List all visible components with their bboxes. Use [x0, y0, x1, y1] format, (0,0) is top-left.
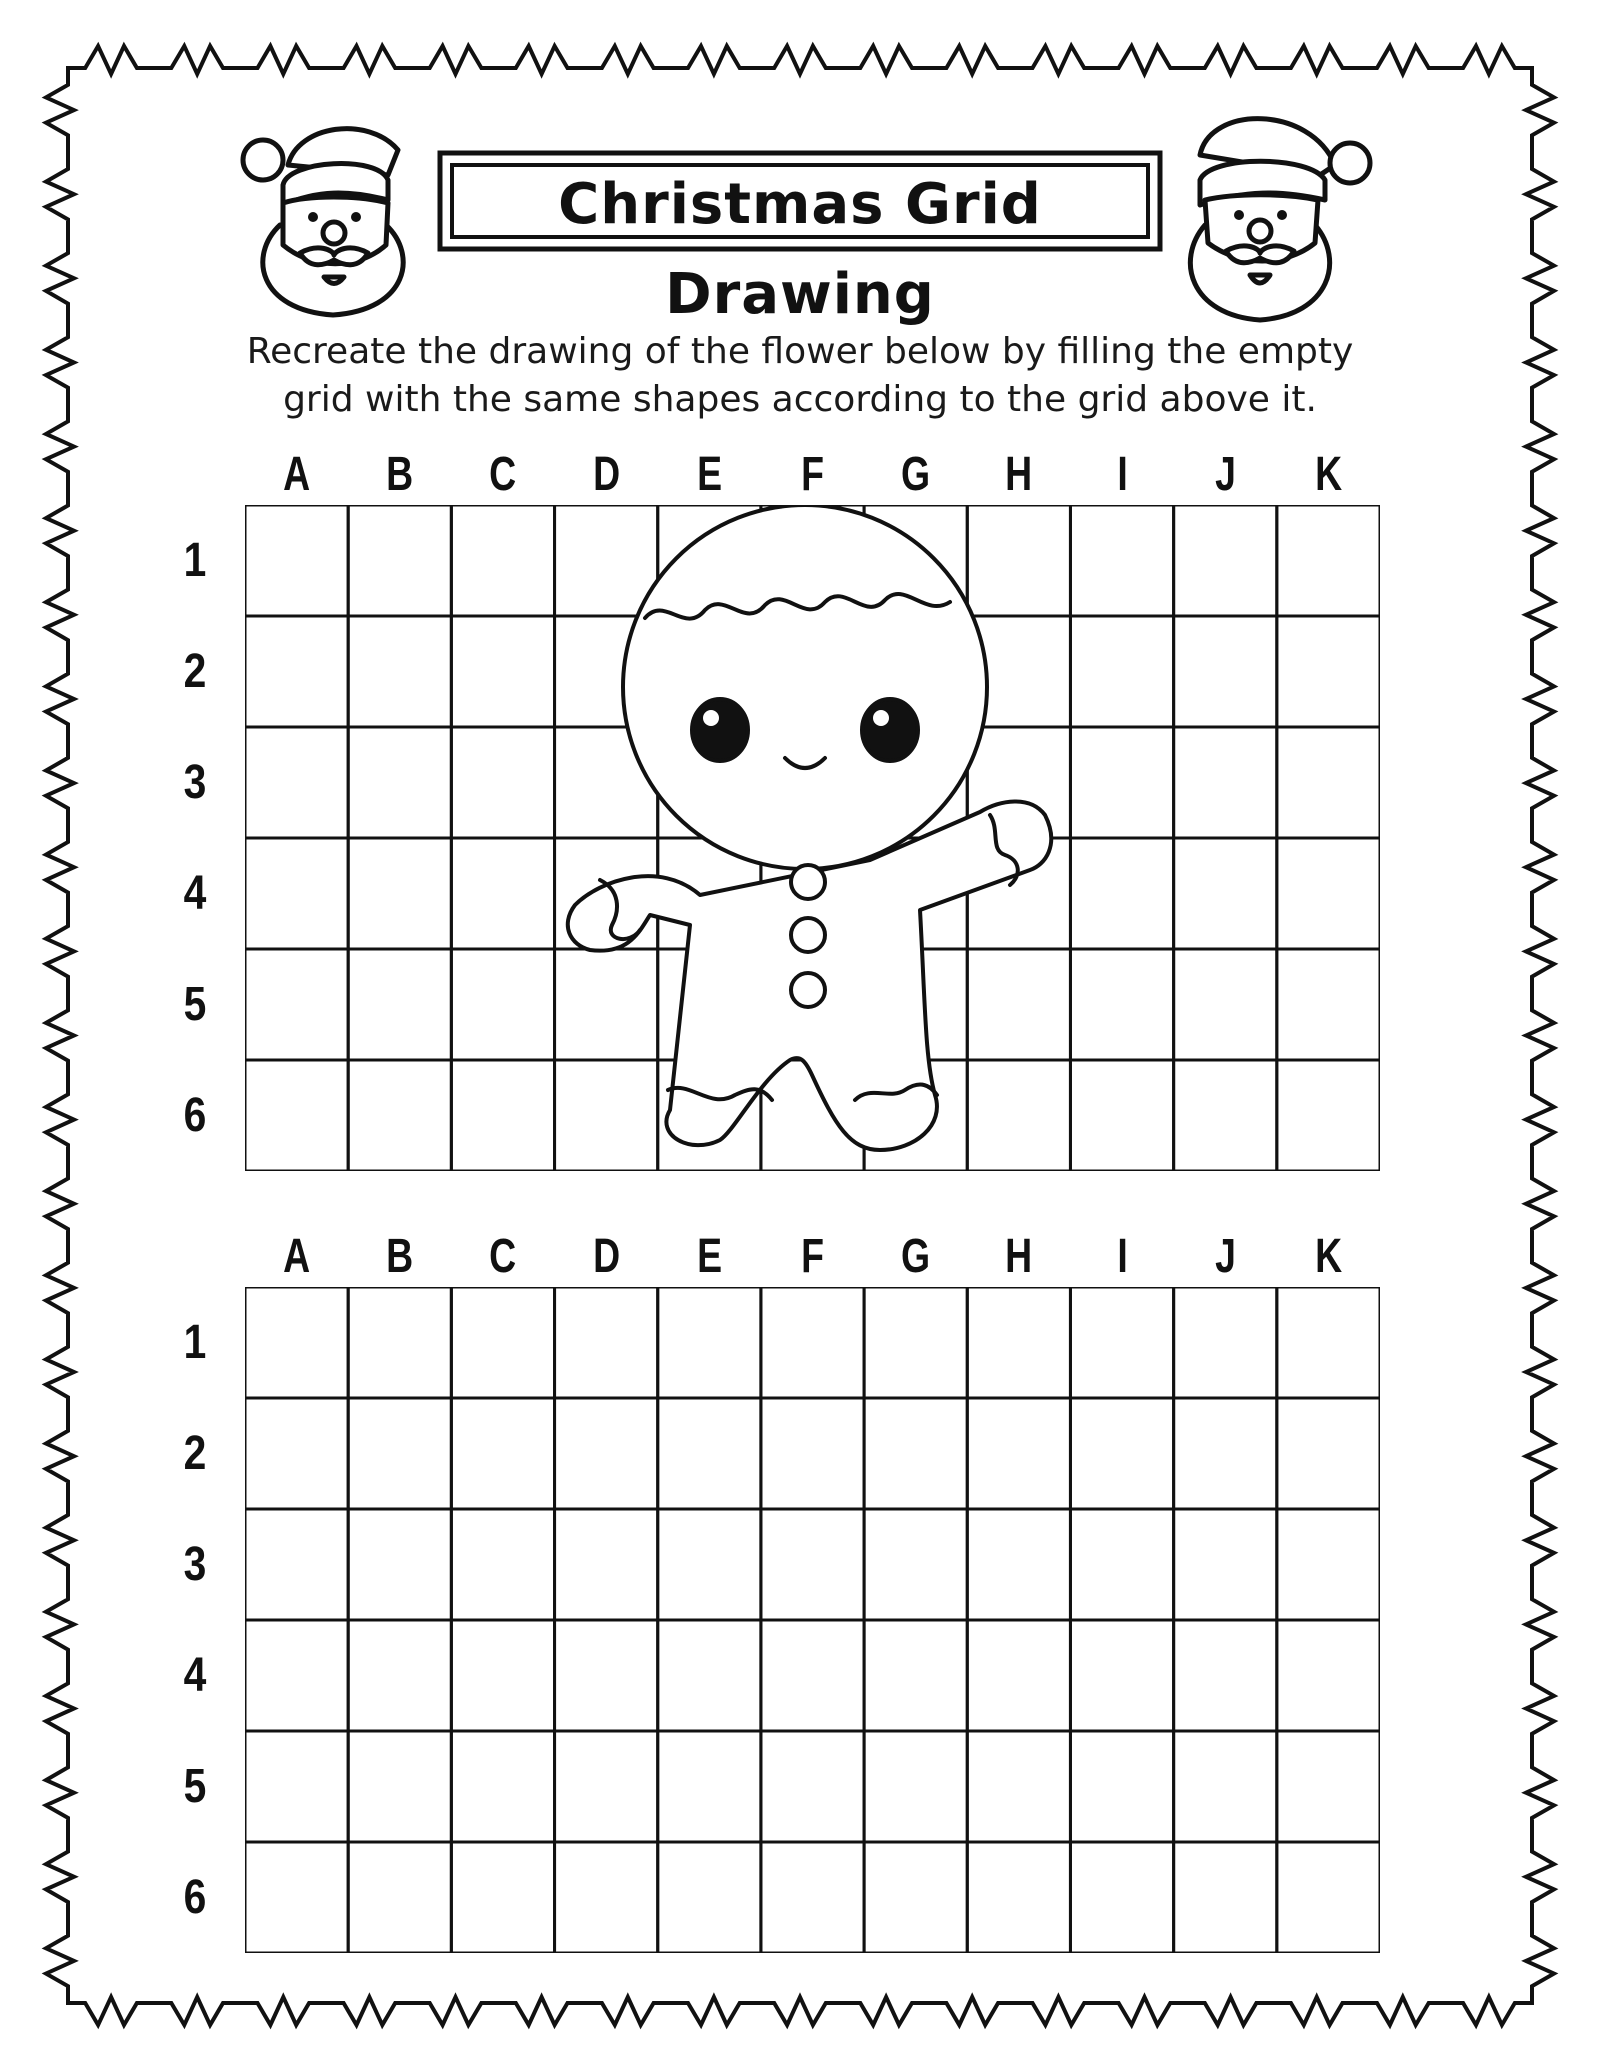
- grid-cell[interactable]: [967, 1842, 1070, 1953]
- row-label: 4: [183, 867, 207, 920]
- grid-cell[interactable]: [451, 1731, 554, 1842]
- grid-cell: [245, 949, 348, 1060]
- grid-cell[interactable]: [245, 1509, 348, 1620]
- practice-row-labels: [160, 1287, 230, 1953]
- grid-cell[interactable]: [348, 1287, 451, 1398]
- grid-cell: [451, 838, 554, 949]
- grid-cell[interactable]: [967, 1287, 1070, 1398]
- grid-cell: [348, 838, 451, 949]
- row-label: 3: [183, 1538, 207, 1591]
- grid-cell[interactable]: [1070, 1509, 1173, 1620]
- grid-cell: [1174, 1060, 1277, 1171]
- row-label: 1: [183, 534, 207, 587]
- column-label: J: [1214, 1230, 1236, 1283]
- grid-cell[interactable]: [348, 1620, 451, 1731]
- grid-cell[interactable]: [1174, 1731, 1277, 1842]
- grid-cell[interactable]: [1070, 1398, 1173, 1509]
- grid-cell[interactable]: [1174, 1509, 1277, 1620]
- grid-cell[interactable]: [555, 1398, 658, 1509]
- column-label: D: [592, 448, 620, 501]
- grid-cell: [1070, 727, 1173, 838]
- grid-cell[interactable]: [1070, 1842, 1173, 1953]
- grid-cell: [451, 505, 554, 616]
- grid-cell[interactable]: [451, 1842, 554, 1953]
- grid-cell[interactable]: [864, 1509, 967, 1620]
- grid-cell[interactable]: [1277, 1509, 1380, 1620]
- grid-cell: [1174, 616, 1277, 727]
- grid-cell[interactable]: [761, 1731, 864, 1842]
- grid-cell[interactable]: [245, 1620, 348, 1731]
- column-label: A: [283, 448, 311, 501]
- grid-cell: [555, 949, 658, 1060]
- grid-cell: [967, 949, 1070, 1060]
- column-label: K: [1314, 448, 1342, 501]
- grid-cell[interactable]: [864, 1731, 967, 1842]
- column-label: E: [696, 448, 722, 501]
- grid-cell: [1070, 505, 1173, 616]
- grid-cell[interactable]: [658, 1842, 761, 1953]
- column-label: F: [801, 448, 824, 501]
- grid-cell: [967, 1060, 1070, 1171]
- page-title: Christmas Grid Drawing: [558, 172, 1042, 327]
- grid-cell: [451, 1060, 554, 1171]
- grid-cell[interactable]: [451, 1509, 554, 1620]
- grid-cell: [1174, 727, 1277, 838]
- grid-cell[interactable]: [967, 1620, 1070, 1731]
- grid-cell: [348, 505, 451, 616]
- practice-column-labels: [245, 1222, 1380, 1292]
- grid-cell: [451, 616, 554, 727]
- grid-cell[interactable]: [864, 1842, 967, 1953]
- grid-cell[interactable]: [658, 1620, 761, 1731]
- row-label: 6: [183, 1089, 207, 1142]
- row-label: 5: [183, 978, 207, 1031]
- row-label: 2: [183, 645, 207, 698]
- grid-cell: [1174, 838, 1277, 949]
- grid-cell: [245, 727, 348, 838]
- column-label: A: [283, 1230, 311, 1283]
- grid-cell: [1277, 838, 1380, 949]
- grid-cell[interactable]: [967, 1398, 1070, 1509]
- grid-cell: [1070, 838, 1173, 949]
- grid-cell[interactable]: [1277, 1398, 1380, 1509]
- grid-cell[interactable]: [658, 1509, 761, 1620]
- column-label: C: [489, 1230, 517, 1283]
- grid-cell[interactable]: [967, 1731, 1070, 1842]
- santa-face-icon: [228, 105, 438, 325]
- grid-cell: [1277, 616, 1380, 727]
- column-label: I: [1116, 1230, 1128, 1283]
- column-label: G: [901, 1230, 931, 1283]
- grid-cell: [245, 838, 348, 949]
- column-label: F: [801, 1230, 824, 1283]
- practice-grid[interactable]: [245, 1287, 1380, 1953]
- grid-cell: [1277, 949, 1380, 1060]
- grid-cell[interactable]: [1070, 1287, 1173, 1398]
- row-label: 5: [183, 1760, 207, 1813]
- grid-cell[interactable]: [1277, 1620, 1380, 1731]
- grid-cell[interactable]: [1070, 1731, 1173, 1842]
- grid-cell[interactable]: [658, 1287, 761, 1398]
- grid-cell: [1070, 1060, 1173, 1171]
- grid-cell[interactable]: [761, 1287, 864, 1398]
- column-label: B: [386, 1230, 414, 1283]
- grid-cell: [967, 505, 1070, 616]
- column-label: E: [696, 1230, 722, 1283]
- reference-column-labels: [245, 440, 1380, 510]
- grid-cell[interactable]: [761, 1398, 864, 1509]
- instructions: [140, 328, 1460, 424]
- row-label: 2: [183, 1427, 207, 1480]
- grid-cell[interactable]: [348, 1842, 451, 1953]
- grid-cell: [1277, 727, 1380, 838]
- grid-cell[interactable]: [245, 1842, 348, 1953]
- column-label: J: [1214, 448, 1236, 501]
- grid-cell[interactable]: [1070, 1620, 1173, 1731]
- grid-cell: [1070, 616, 1173, 727]
- instructions-line-1: Recreate the drawing of the flower below by filling the empty: [246, 331, 1354, 372]
- grid-cell: [1070, 949, 1173, 1060]
- grid-cell[interactable]: [1277, 1842, 1380, 1953]
- grid-cell[interactable]: [658, 1731, 761, 1842]
- grid-cell: [245, 505, 348, 616]
- column-label: B: [386, 448, 414, 501]
- grid-cell[interactable]: [451, 1620, 554, 1731]
- reference-row-labels: [160, 505, 230, 1171]
- column-label: I: [1116, 448, 1128, 501]
- row-label: 4: [183, 1649, 207, 1702]
- grid-cell: [348, 949, 451, 1060]
- grid-cell[interactable]: [555, 1620, 658, 1731]
- grid-cell[interactable]: [245, 1398, 348, 1509]
- grid-cell[interactable]: [555, 1509, 658, 1620]
- reference-grid: [245, 505, 1380, 1171]
- grid-cell: [348, 616, 451, 727]
- grid-cell: [451, 949, 554, 1060]
- grid-cell: [348, 1060, 451, 1171]
- column-label: K: [1314, 1230, 1342, 1283]
- row-label: 1: [183, 1316, 207, 1369]
- column-label: H: [1005, 1230, 1033, 1283]
- grid-cell: [245, 616, 348, 727]
- row-label: 6: [183, 1871, 207, 1924]
- grid-cell[interactable]: [864, 1287, 967, 1398]
- grid-cell[interactable]: [864, 1398, 967, 1509]
- santa-face-icon: [1160, 95, 1380, 325]
- grid-cell: [1277, 1060, 1380, 1171]
- grid-cell[interactable]: [451, 1398, 554, 1509]
- column-label: H: [1005, 448, 1033, 501]
- grid-cell: [1174, 505, 1277, 616]
- grid-cell[interactable]: [245, 1731, 348, 1842]
- grid-cell[interactable]: [245, 1287, 348, 1398]
- grid-cell[interactable]: [658, 1398, 761, 1509]
- grid-cell[interactable]: [555, 1287, 658, 1398]
- grid-cell: [348, 727, 451, 838]
- grid-cell[interactable]: [1174, 1398, 1277, 1509]
- grid-cell: [555, 505, 658, 616]
- grid-cell: [245, 1060, 348, 1171]
- column-label: C: [489, 448, 517, 501]
- grid-cell[interactable]: [1174, 1620, 1277, 1731]
- grid-cell[interactable]: [761, 1509, 864, 1620]
- grid-cell[interactable]: [348, 1398, 451, 1509]
- grid-cell[interactable]: [348, 1509, 451, 1620]
- grid-cell[interactable]: [451, 1287, 554, 1398]
- column-label: D: [592, 1230, 620, 1283]
- column-label: G: [901, 448, 931, 501]
- grid-cell[interactable]: [864, 1620, 967, 1731]
- grid-cell: [1277, 505, 1380, 616]
- grid-cell[interactable]: [967, 1509, 1070, 1620]
- grid-cell[interactable]: [1277, 1731, 1380, 1842]
- gingerbread-man: [568, 505, 1051, 1150]
- grid-cell[interactable]: [348, 1731, 451, 1842]
- grid-cell[interactable]: [555, 1731, 658, 1842]
- grid-cell[interactable]: [555, 1842, 658, 1953]
- grid-cell[interactable]: [761, 1620, 864, 1731]
- grid-cell: [451, 727, 554, 838]
- grid-cell[interactable]: [1174, 1842, 1277, 1953]
- grid-cell[interactable]: [1277, 1287, 1380, 1398]
- grid-cell: [1174, 949, 1277, 1060]
- instructions-line-2: grid with the same shapes according to the grid above it.: [283, 379, 1317, 420]
- row-label: 3: [183, 756, 207, 809]
- grid-cell[interactable]: [1174, 1287, 1277, 1398]
- grid-cell[interactable]: [761, 1842, 864, 1953]
- grid-cell: [555, 1060, 658, 1171]
